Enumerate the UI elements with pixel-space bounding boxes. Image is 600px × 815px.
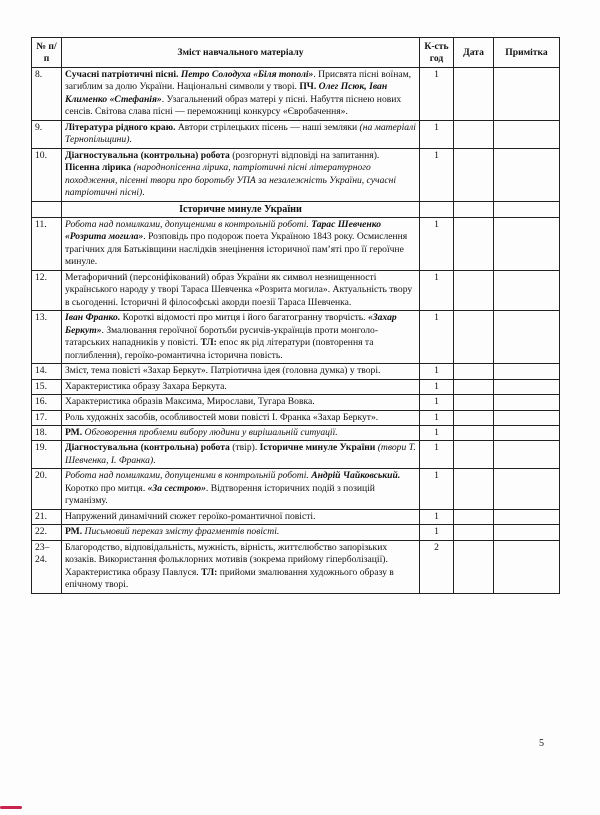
content-text: Метафоричний (персоніфікований) образ України як символ незнищенності українського народу у творі Тараса Шевченка «Розрита могила». Актуальність твору в сьогоденні. Історичні й філософські акорди поезії Тараса Шевченка. [65, 271, 413, 308]
row-hours: 1 [420, 509, 454, 524]
row-hours: 1 [420, 148, 454, 201]
section-hours-cell [420, 201, 454, 217]
content-text: Діагностувальна (контрольна) робота [65, 442, 230, 454]
row-note-cell [494, 364, 560, 379]
content-text: Діагностувальна (контрольна) робота [65, 149, 230, 161]
row-note-cell [494, 395, 560, 410]
table-row [32, 364, 560, 379]
content-text: Робота над помилками, допущеними в контрольній роботі. [65, 218, 309, 230]
row-note-cell [494, 120, 560, 148]
row-content [62, 379, 420, 394]
row-number: 8. [32, 68, 62, 121]
row-hours: 1 [420, 270, 454, 310]
row-content [62, 270, 420, 310]
row-number: 22. [32, 525, 62, 540]
content-text: (на матеріалі Тернопільщини) [65, 121, 416, 146]
content-text: (народнопісенна лірика, патріотичні пісні літературного походження, пісенні твори про боротьбу УПА за незалежність України, сучасні патріотичні пісні) [65, 162, 397, 199]
row-hours: 1 [420, 68, 454, 121]
row-hours: 1 [420, 364, 454, 379]
content-text: Андрій Чайковський. [311, 470, 401, 482]
row-date-cell [454, 270, 494, 310]
content-text: ПЧ. [299, 81, 319, 93]
edge-mark [0, 806, 22, 809]
header-num: № п/п [32, 38, 62, 68]
section-row [32, 201, 560, 217]
row-content [62, 469, 420, 509]
table-row [32, 395, 560, 410]
table-row [32, 68, 560, 121]
content-text: ТЛ: [200, 337, 217, 349]
table-row [32, 525, 560, 540]
row-date-cell [454, 509, 494, 524]
row-hours: 1 [420, 410, 454, 425]
row-date-cell [454, 441, 494, 469]
content-text: . Змалювання героїчної боротьби русичів-українців проти монголо-татарських нападників у повісті. [65, 324, 379, 349]
row-date-cell [454, 120, 494, 148]
row-note-cell [494, 68, 560, 121]
row-note-cell [494, 525, 560, 540]
row-hours: 1 [420, 217, 454, 270]
row-content [62, 68, 420, 121]
table-row [32, 148, 560, 201]
content-text: . Присвята пісні воїнам, загиблим за долю України. Національні символи у творі. [65, 69, 412, 93]
row-content [62, 441, 420, 469]
row-note-cell [494, 311, 560, 364]
content-text: (твір). [229, 442, 260, 454]
row-number: 21. [32, 509, 62, 524]
row-number: 14. [32, 364, 62, 379]
content-text: Обговорення проблеми вибору людини у вирішальній ситуації. [82, 426, 338, 438]
row-number: 15. [32, 379, 62, 394]
content-text: РМ. [65, 426, 83, 438]
header-content: Зміст навчального матеріалу [62, 38, 420, 68]
section-title: Історичне минуле України [62, 201, 420, 217]
content-text: . Розповідь про подорож поета Україною 1843 року. Осмислення трагічних для Батьківщини наслідків знецінення історичної пам’яті про її героїчне минуле. [65, 231, 408, 268]
table-row [32, 120, 560, 148]
row-content [62, 148, 420, 201]
row-content [62, 509, 420, 524]
row-content [62, 217, 420, 270]
row-content [62, 540, 420, 593]
row-content [62, 364, 420, 379]
content-text: Олег Псюк, Іван Клименко «Стефанія» [65, 81, 388, 105]
header-hours: К-сть год [420, 38, 454, 68]
row-number: 12. [32, 270, 62, 310]
row-number: 17. [32, 410, 62, 425]
row-note-cell [494, 217, 560, 270]
table-row [32, 410, 560, 425]
content-text: Тарас Шевченко «Розрита могила» [65, 218, 382, 243]
content-text: Характеристика образів Максима, Мирослави, Тугара Вовка. [65, 396, 315, 408]
row-date-cell [454, 410, 494, 425]
table-header-row [32, 38, 560, 68]
row-hours: 1 [420, 441, 454, 469]
row-note-cell [494, 270, 560, 310]
content-text: Література рідного краю. [65, 121, 176, 133]
row-number: 19. [32, 441, 62, 469]
row-date-cell [454, 311, 494, 364]
row-note-cell [494, 379, 560, 394]
content-text: Пісенна лірика [65, 162, 132, 174]
row-hours: 1 [420, 379, 454, 394]
table-row [32, 469, 560, 509]
content-text: «За сестрою» [147, 482, 206, 494]
lesson-plan-table [31, 37, 560, 594]
row-date-cell [454, 217, 494, 270]
row-hours: 1 [420, 425, 454, 440]
row-date-cell [454, 379, 494, 394]
content-text: Роль художніх засобів, особливостей мови повісті І. Франка «Захар Беркут». [65, 411, 379, 423]
content-text: Іван Франко. [65, 312, 121, 324]
row-date-cell [454, 148, 494, 201]
content-text: Робота над помилками, допущеними в контрольній роботі. [65, 470, 309, 482]
content-text: Петро Солодуха «Біля тополі» [180, 69, 314, 80]
content-text: прийоми змалювання художнього образу в епічному творі. [65, 566, 394, 591]
row-note-cell [494, 410, 560, 425]
row-number: 10. [32, 148, 62, 201]
row-note-cell [494, 509, 560, 524]
header-note: Примітка [494, 38, 560, 68]
content-text: . Узагальнений образ матері у пісні. Набуття піснею нових сенсів. Світова слава пісні — переможниці конкурсу «Євробачення». [65, 93, 402, 118]
row-date-cell [454, 525, 494, 540]
content-text: . [129, 134, 132, 146]
row-note-cell [494, 425, 560, 440]
row-hours: 1 [420, 525, 454, 540]
content-text: епос як рід літератури (повторення та поглиблення), героїко-романтична історична повість. [65, 337, 374, 361]
content-text: (твори Т. Шевченка, І. Франка) [65, 442, 416, 466]
row-hours: 2 [420, 540, 454, 593]
row-content [62, 120, 420, 148]
table-row [32, 311, 560, 364]
row-note-cell [494, 148, 560, 201]
table-row [32, 441, 560, 469]
row-note-cell [494, 540, 560, 593]
row-number: 18. [32, 425, 62, 440]
row-content [62, 410, 420, 425]
row-number: 16. [32, 395, 62, 410]
row-date-cell [454, 68, 494, 121]
content-text: Зміст, тема повісті «Захар Беркут». Патріотична ідея (головна думка) у творі. [65, 365, 381, 377]
content-text: (розгорнуті відповіді на запитання). [229, 149, 380, 161]
content-text: Короткі відомості про митця і його багатогранну творчість. [120, 312, 368, 324]
row-note-cell [494, 441, 560, 469]
content-text: Коротко про митця. [65, 482, 148, 494]
content-text: Письмовий переказ змісту фрагментів повісті. [82, 526, 280, 538]
content-text: Історичне минуле України [259, 442, 376, 454]
row-hours: 1 [420, 469, 454, 509]
section-note-cell [494, 201, 560, 217]
section-row-group [32, 201, 560, 217]
row-date-cell [454, 395, 494, 410]
row-hours: 1 [420, 120, 454, 148]
content-text: «Захар Беркут» [65, 312, 397, 336]
header-date: Дата [454, 38, 494, 68]
row-date-cell [454, 425, 494, 440]
row-hours: 1 [420, 311, 454, 364]
row-content [62, 425, 420, 440]
section-num-cell [32, 201, 62, 217]
content-text: Сучасні патріотичні пісні. [65, 69, 181, 80]
row-date-cell [454, 364, 494, 379]
row-date-cell [454, 540, 494, 593]
table-row [32, 425, 560, 440]
table-row [32, 379, 560, 394]
row-number: 20. [32, 469, 62, 509]
page-number: 5 [539, 738, 544, 749]
row-date-cell [454, 469, 494, 509]
content-text: . [142, 187, 145, 199]
content-text: . [153, 454, 156, 466]
table-body-part-1 [32, 68, 560, 202]
row-number: 11. [32, 217, 62, 270]
row-content [62, 311, 420, 364]
content-text: Напружений динамічний сюжет героїко-романтичної повісті. [65, 510, 316, 522]
section-date-cell [454, 201, 494, 217]
row-note-cell [494, 469, 560, 509]
table-row [32, 509, 560, 524]
row-content [62, 395, 420, 410]
content-text: РМ. [65, 526, 83, 538]
row-number: 23–24. [32, 540, 62, 593]
table-row [32, 540, 560, 593]
table-row [32, 217, 560, 270]
table-body-part-2 [32, 217, 560, 593]
row-content [62, 525, 420, 540]
row-hours: 1 [420, 395, 454, 410]
content-text: . Відтворення історичних подій з позицій гуманізму. [65, 482, 375, 507]
row-number: 13. [32, 311, 62, 364]
content-text: ТЛ: [201, 566, 218, 578]
content-text: Благородство, відповідальність, мужність, вірність, життєлюбство запорізьких козаків. Використання фольклорних мотивів (зокрема прийому гіперболізації). Характеристика образу Павлуся. [65, 541, 388, 578]
row-number: 9. [32, 120, 62, 148]
content-text: Характеристика образу Захара Беркута. [65, 380, 227, 392]
table-row [32, 270, 560, 310]
content-text: Автори стрілецьких пісень — наші земляки [175, 121, 360, 133]
